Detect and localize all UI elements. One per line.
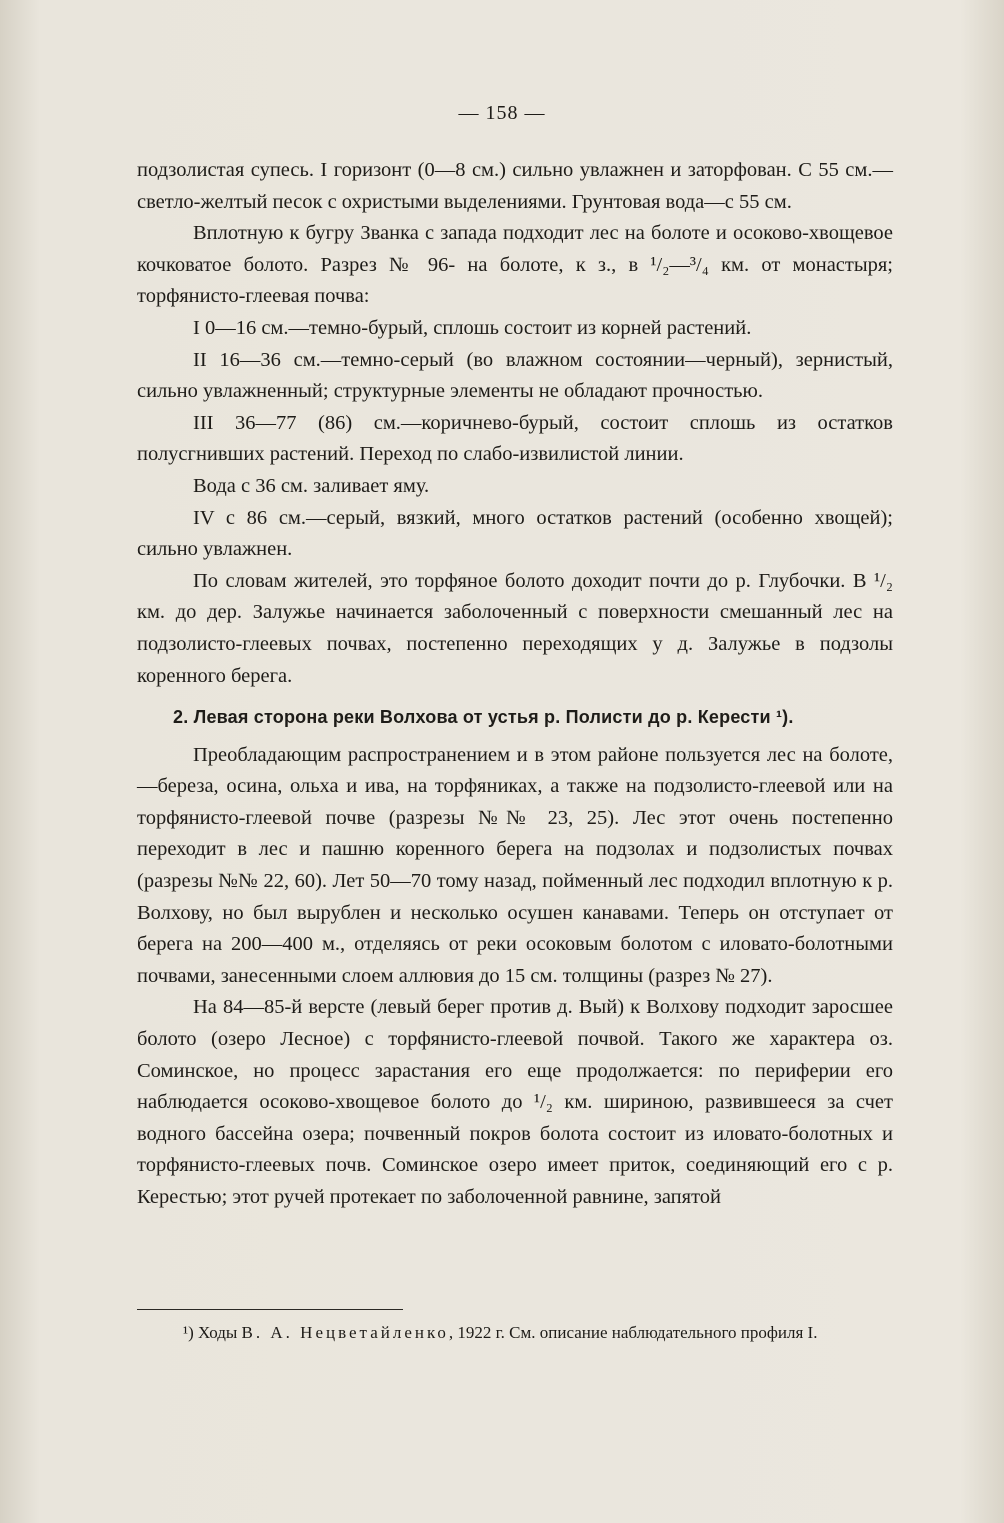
section-heading: 2. Левая сторона реки Волхова от устья р. Полисти до р. Керести ¹). [173, 707, 794, 728]
soil-horizon-3: III 36—77 (86) см.—коричнево-бурый, состоит сплошь из остатков полусгнивших растений. Переход по слабо-извилистой линии. [137, 411, 893, 466]
paragraph: Преобладающим распространением и в этом районе пользуется лес на болоте,—береза, осина, ольха и ива, на торфяниках, а также на подзолисто-глеевой или на торфянисто-глеевой почве (разрезы №№ 23, 25). Лес этот очень постепенно переходит в лес и пашню коренного берега на подзолах и подзолистых почвах (разрезы №№ 22, 60). Лет 50—70 тому назад, пойменный лес подходил вплотную к р. Волхову, но был вырублен и несколько осушен канавами. Теперь он отступает от берега на 200—400 м., отделяясь от реки осоковым болотом с иловато-болотными почвами, занесенными слоем аллювия до 15 см. толщины (разрез № 27). [137, 743, 893, 987]
soil-horizon-4: IV с 86 см.—серый, вязкий, много остатков растений (особенно хвощей); сильно увлажнен. [137, 506, 893, 561]
paragraph: подзолистая супесь. I горизонт (0—8 см.) сильно увлажнен и заторфован. С 55 см.—светло-желтый песок с охристыми выделениями. Грунтовая вода—с 55 см. [137, 159, 893, 213]
paragraph: На 84—85-й версте (левый берег против д. Вый) к Волхову подходит заросшее болото (озеро Лесное) с торфянисто-глеевой почвой. Такого же характера оз. Соминское, но процесс зарастания его еще продолжается: по периферии его наблюдается осоково-хвощевое болото до ¹/₂ км. шириною, развившееся за счет водного бассейна озера; почвенный покров болота состоит из иловато-болотных и торфянисто-глеевых почв. Соминское озеро имеет приток, соединяющий его с р. Керестью; этот ручей протекает по заболоченной равнине, запятой [137, 996, 893, 1208]
main-text [137, 155, 893, 1214]
footnote-marker: ¹) Ходы [183, 1323, 242, 1342]
page-number: — 158 — [458, 102, 546, 124]
paragraph: Вплотную к бугру Званка с запада подходит лес на болоте и осоково-хвощевое кочковатое болото. Разрез № 96- на болоте, к з., в ¹/₂—³/₄ км. от монастыря; торфянисто-глеевая почва: [137, 222, 893, 308]
soil-horizon-2: II 16—36 см.—темно-серый (во влажном состоянии—черный), зернистый, сильно увлажненный; структурные элементы не обладают прочностью. [137, 348, 893, 403]
paragraph: Вода с 36 см. заливает яму. [193, 474, 430, 497]
footnote-author: В. А. Нецветайленко [241, 1323, 449, 1342]
footnote-divider [137, 1309, 403, 1310]
soil-horizon-1: I 0—16 см.—темно-бурый, сплошь состоит из корней растений. [193, 316, 752, 339]
footnote-text: , 1922 г. См. описание наблюдательного профиля I. [448, 1323, 818, 1342]
paragraph: По словам жителей, это торфяное болото доходит почти до р. Глубочки. В ¹/₂ км. до дер. Залужье начинается заболоченный с поверхности смешанный лес на подзолисто-глеевых почвах, постепенно переходящих у д. Залужье в подзолы коренного берега. [137, 569, 893, 687]
footnote [137, 1320, 893, 1345]
